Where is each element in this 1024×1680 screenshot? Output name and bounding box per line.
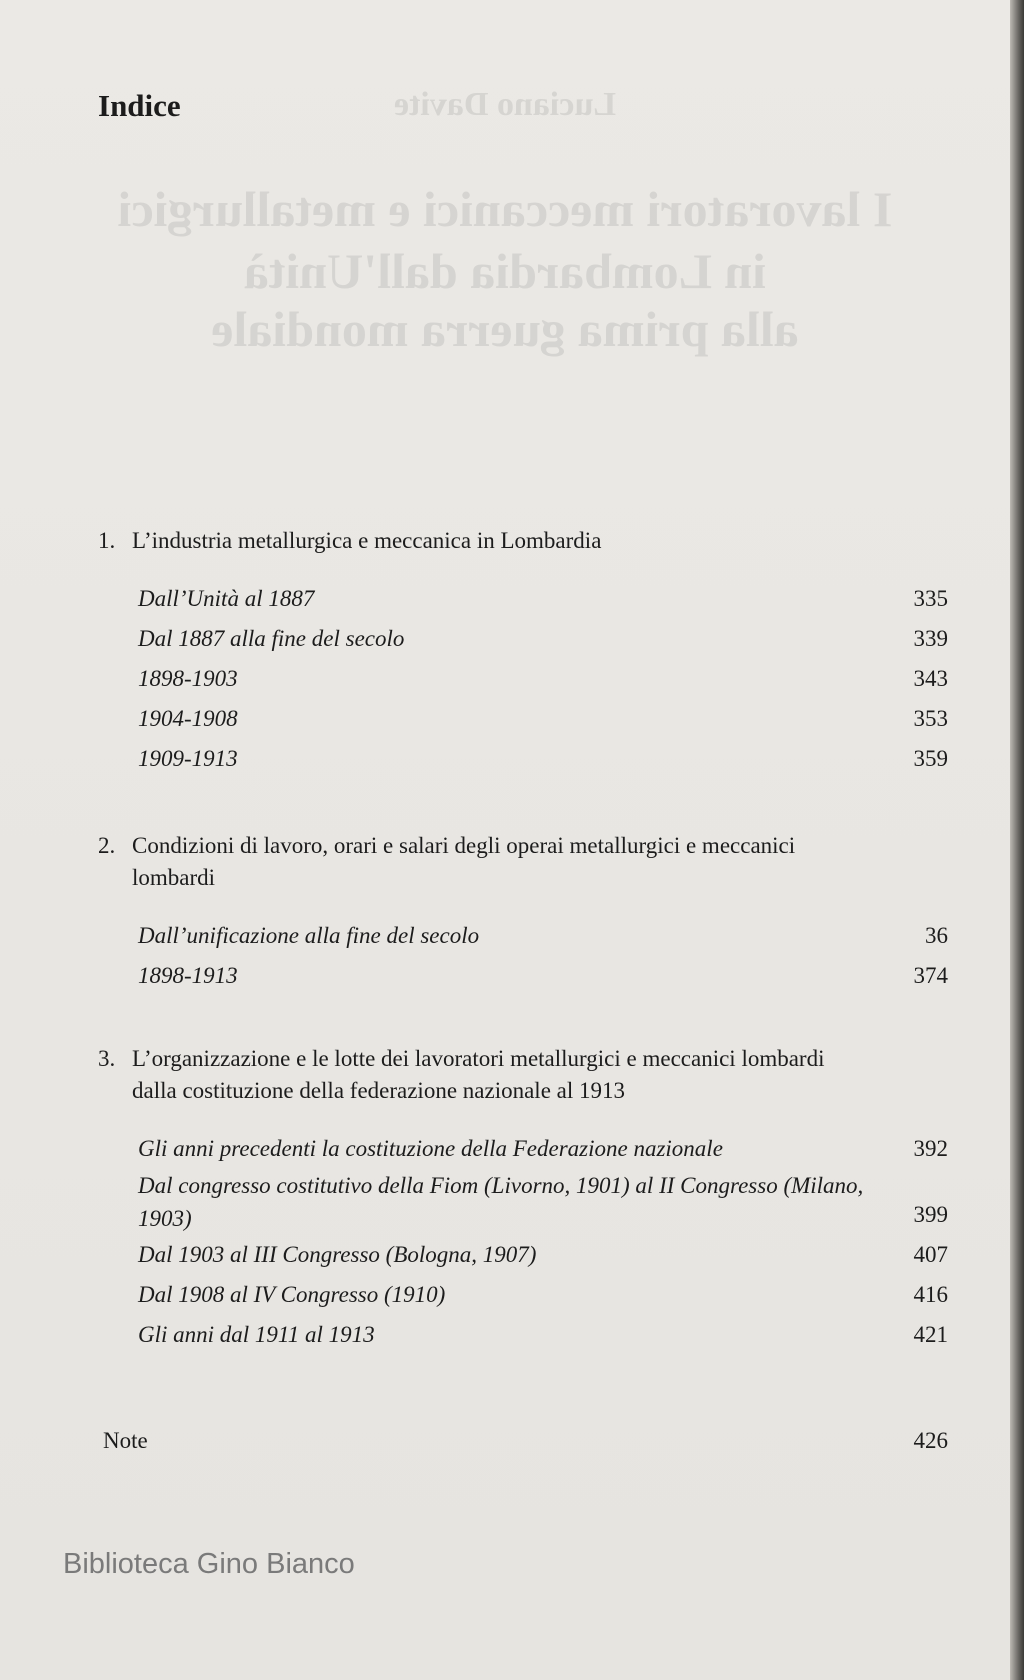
chapter-title: [98, 1043, 948, 1107]
toc-entry-label: Dal congresso costitutivo della Fiom (Livorno, 1901) al II Congresso (Milano, 1903): [138, 1173, 864, 1231]
toc-entry-page: 339: [913, 626, 948, 651]
chapter-title-text: Condizioni di lavoro, orari e salari degli operai metallurgici e meccanici lombardi: [132, 833, 796, 890]
toc-entry[interactable]: [98, 956, 948, 996]
chapter-number: 1.: [98, 528, 116, 553]
toc-entry-label: Dal 1887 alla fine del secolo: [138, 626, 405, 651]
toc-entry-page: 374: [913, 963, 948, 988]
toc-entry-label: Dal 1908 al IV Congresso (1910): [138, 1282, 446, 1307]
toc-entry-label: 1909-1913: [138, 746, 238, 771]
toc-entry-page: 416: [913, 1282, 948, 1307]
toc-entry-page: 392: [913, 1136, 948, 1161]
chapter-title-text: L’industria metallurgica e meccanica in Lombardia: [132, 528, 602, 553]
page-edge-shadow: [1010, 0, 1024, 1680]
toc-entry-page: 36: [925, 923, 948, 948]
toc-entry[interactable]: [98, 1169, 948, 1235]
notes-page: 426: [913, 1428, 948, 1453]
chapter-title-text: L’organizzazione e le lotte dei lavoratori metallurgici e meccanici lombardi dalla costituzione della federazione nazionale al 1913: [132, 1046, 825, 1103]
chapter-1: [98, 525, 948, 779]
toc-entry[interactable]: [98, 739, 948, 779]
chapter-2: [98, 830, 948, 996]
toc-entry-label: 1898-1913: [138, 963, 238, 988]
toc-entry[interactable]: [98, 1275, 948, 1315]
toc-entry-page: 335: [913, 586, 948, 611]
toc-entry-page: 353: [913, 706, 948, 731]
toc-entry-label: Gli anni precedenti la costituzione della Federazione nazionale: [138, 1136, 723, 1161]
toc-entry-label: 1904-1908: [138, 706, 238, 731]
toc-entry[interactable]: [98, 659, 948, 699]
notes-label: Note: [103, 1428, 148, 1453]
toc-entries: [98, 579, 948, 779]
toc-entry[interactable]: [98, 1129, 948, 1169]
toc-entry-label: 1898-1903: [138, 666, 238, 691]
toc-entry[interactable]: [98, 1235, 948, 1275]
toc-entry-page: 407: [913, 1242, 948, 1267]
toc-entry[interactable]: [98, 579, 948, 619]
library-watermark: Biblioteca Gino Bianco: [63, 1548, 355, 1580]
toc-entry-page: 359: [913, 746, 948, 771]
toc-entry[interactable]: [98, 619, 948, 659]
bleed-through-title-line-3: alla prima guerra mondiale: [211, 301, 799, 357]
toc-entry-label: Dall’unificazione alla fine del secolo: [138, 923, 480, 948]
chapter-number: 3.: [98, 1046, 116, 1071]
toc-entry-page: 343: [913, 666, 948, 691]
page-title: Indice: [98, 88, 181, 123]
notes-entry[interactable]: [103, 1428, 948, 1454]
chapter-title: [98, 830, 948, 894]
chapter-number: 2.: [98, 833, 116, 858]
bleed-through-title-line-1: I lavoratori meccanici e metallurgici: [117, 181, 893, 237]
toc-entry-label: Dall’Unità al 1887: [138, 586, 315, 611]
toc-entries: [98, 916, 948, 996]
toc-entry-page: 399: [913, 1202, 948, 1227]
bleed-through-title-line-2: in Lombardia dall'Unità: [243, 243, 767, 299]
bleed-through-author: Luciano Davite: [394, 86, 616, 123]
toc-entry-label: Gli anni dal 1911 al 1913: [138, 1322, 375, 1347]
toc-entry[interactable]: [98, 916, 948, 956]
chapter-title: [98, 525, 948, 557]
toc-entry-label: Dal 1903 al III Congresso (Bologna, 1907): [138, 1242, 537, 1267]
toc-entries: [98, 1129, 948, 1355]
chapter-3: [98, 1043, 948, 1355]
toc-entry[interactable]: [98, 1315, 948, 1355]
toc-entry[interactable]: [98, 699, 948, 739]
toc-entry-page: 421: [913, 1322, 948, 1347]
